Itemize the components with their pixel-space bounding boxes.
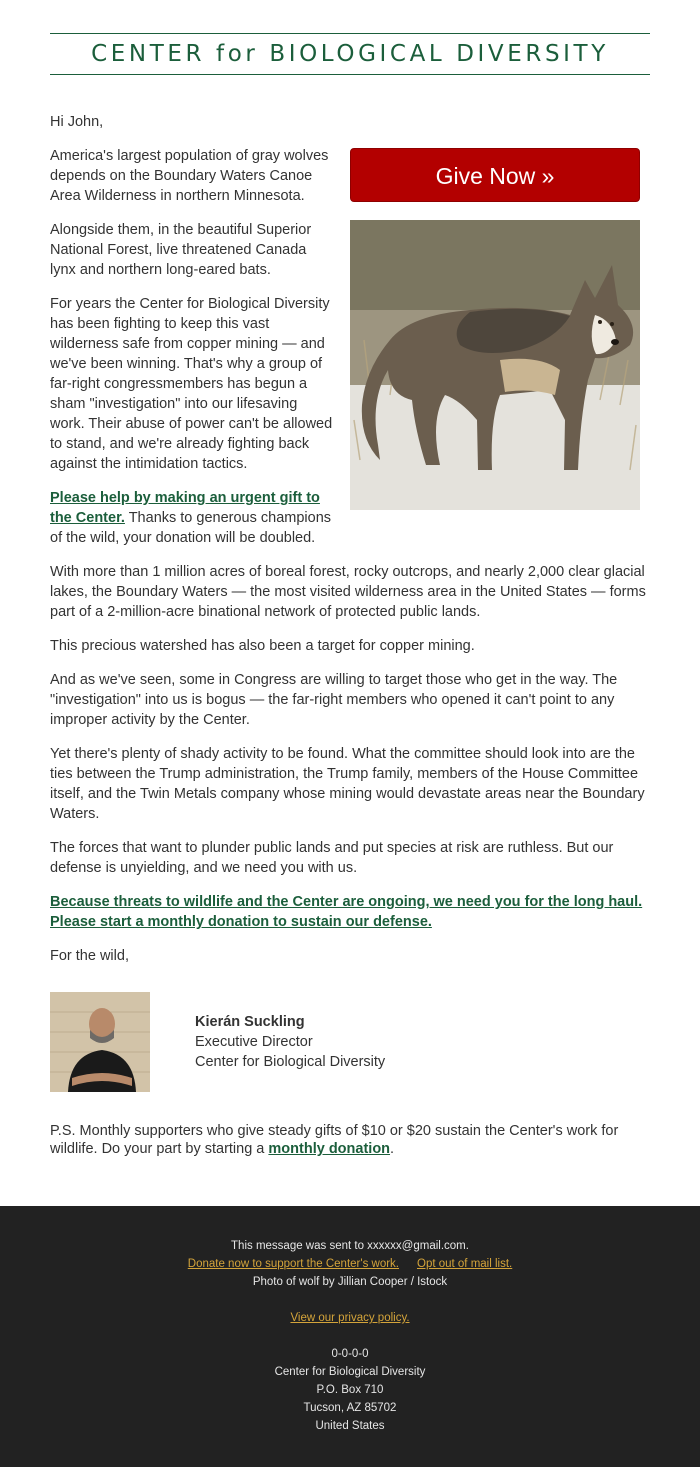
- paragraph-boundary-waters: With more than 1 million acres of boreal forest, rocky outcrops, and nearly 2,000 clear glacial lakes, the Boundary Waters — the most visited wilderness area in the United States — forms part of a 2-million-acre binational network of protected public lands.: [50, 564, 646, 620]
- paragraph-lynx: Alongside them, in the beautiful Superior National Forest, live threatened Canada lynx and northern long-eared bats.: [50, 222, 312, 278]
- footer-sent-to: This message was sent to xxxxxx@gmail.com.: [231, 1240, 469, 1252]
- paragraph-congress: And as we've seen, some in Congress are willing to target those who get in the way. The "investigation" into us is bogus — the far-right members who opened it can't point to any improper activity by the Center.: [50, 672, 618, 728]
- brand-logo-text: CENTER for BIOLOGICAL DIVERSITY: [91, 41, 609, 67]
- monthly-donation-cta-link[interactable]: Because threats to wildlife and the Center are ongoing, we need you for the long haul. Please start a monthly donation to sustain our defense.: [50, 894, 643, 930]
- paragraph-cta-monthly: [50, 892, 650, 932]
- give-now-button[interactable]: Give Now »: [350, 148, 640, 202]
- wolf-illustration: [350, 220, 640, 510]
- signature-block: [50, 992, 650, 1092]
- paragraph-shady-activity: Yet there's plenty of shady activity to be found. What the committee should look into are the ties between the Trump administration, the Trump family, members of the House Committee itself, and the Twin Metals company whose mining would devastate areas near the Boundary Waters.: [50, 746, 645, 822]
- footer-code: 0-0-0-0: [331, 1348, 369, 1360]
- footer-donate-link[interactable]: Donate now to support the Center's work.: [187, 1258, 399, 1270]
- wolf-photo[interactable]: [350, 220, 640, 510]
- footer-optout-link[interactable]: Opt out of mail list.: [417, 1258, 513, 1270]
- signature-text: [195, 1012, 385, 1072]
- signer-org: Center for Biological Diversity: [195, 1054, 386, 1070]
- paragraph-wolves: America's largest population of gray wolves depends on the Boundary Waters Canoe Area Wilderness in northern Minnesota.: [50, 148, 329, 204]
- urgent-gift-link[interactable]: Please help by making an urgent gift to the Center.: [50, 490, 320, 526]
- footer-photo-credit: Photo of wolf by Jillian Cooper / Istock: [252, 1276, 448, 1288]
- greeting: Hi John,: [50, 114, 104, 130]
- closing: For the wild,: [50, 948, 129, 964]
- footer-privacy-link[interactable]: View our privacy policy.: [290, 1312, 410, 1324]
- paragraph-watershed: This precious watershed has also been a target for copper mining.: [50, 638, 475, 654]
- cta-gift-rest: Thanks to generous champions of the wild, your donation will be doubled.: [50, 510, 332, 546]
- paragraph-defense: The forces that want to plunder public lands and put species at risk are ruthless. But our defense is unyielding, and we need you with us.: [50, 840, 614, 876]
- email-footer: [0, 1206, 700, 1467]
- email-header: [50, 33, 650, 75]
- signer-photo: [50, 992, 150, 1092]
- signer-title: Executive Director: [195, 1034, 313, 1050]
- email-body: [50, 112, 650, 1172]
- footer-links-row: [0, 1255, 700, 1273]
- footer-org: Center for Biological Diversity: [274, 1366, 426, 1378]
- ps-end: .: [390, 1141, 395, 1157]
- footer-po-box: P.O. Box 710: [316, 1384, 384, 1396]
- hero-column: [350, 148, 640, 510]
- ps-monthly-donation-link[interactable]: monthly donation: [268, 1141, 391, 1157]
- ps-text: P.S. Monthly supporters who give steady gifts of $10 or $20 sustain the Center's work for wildlife. Do your part by starting a: [50, 1123, 619, 1157]
- footer-country: United States: [315, 1420, 385, 1432]
- signer-illustration: [50, 992, 150, 1092]
- paragraph-investigation: For years the Center for Biological Diversity has been fighting to keep this vast wilderness safe from copper mining — and we've been winning. That's why a group of far-right congressmembers has begun a sham "investigation" into our lifesaving work. Their abuse of power can't be allowed to stand, and we're already fighting back against the intimidation tactics.: [50, 296, 333, 472]
- postscript: [50, 1122, 650, 1158]
- footer-city: Tucson, AZ 85702: [303, 1402, 397, 1414]
- signer-name: Kierán Suckling: [195, 1014, 305, 1030]
